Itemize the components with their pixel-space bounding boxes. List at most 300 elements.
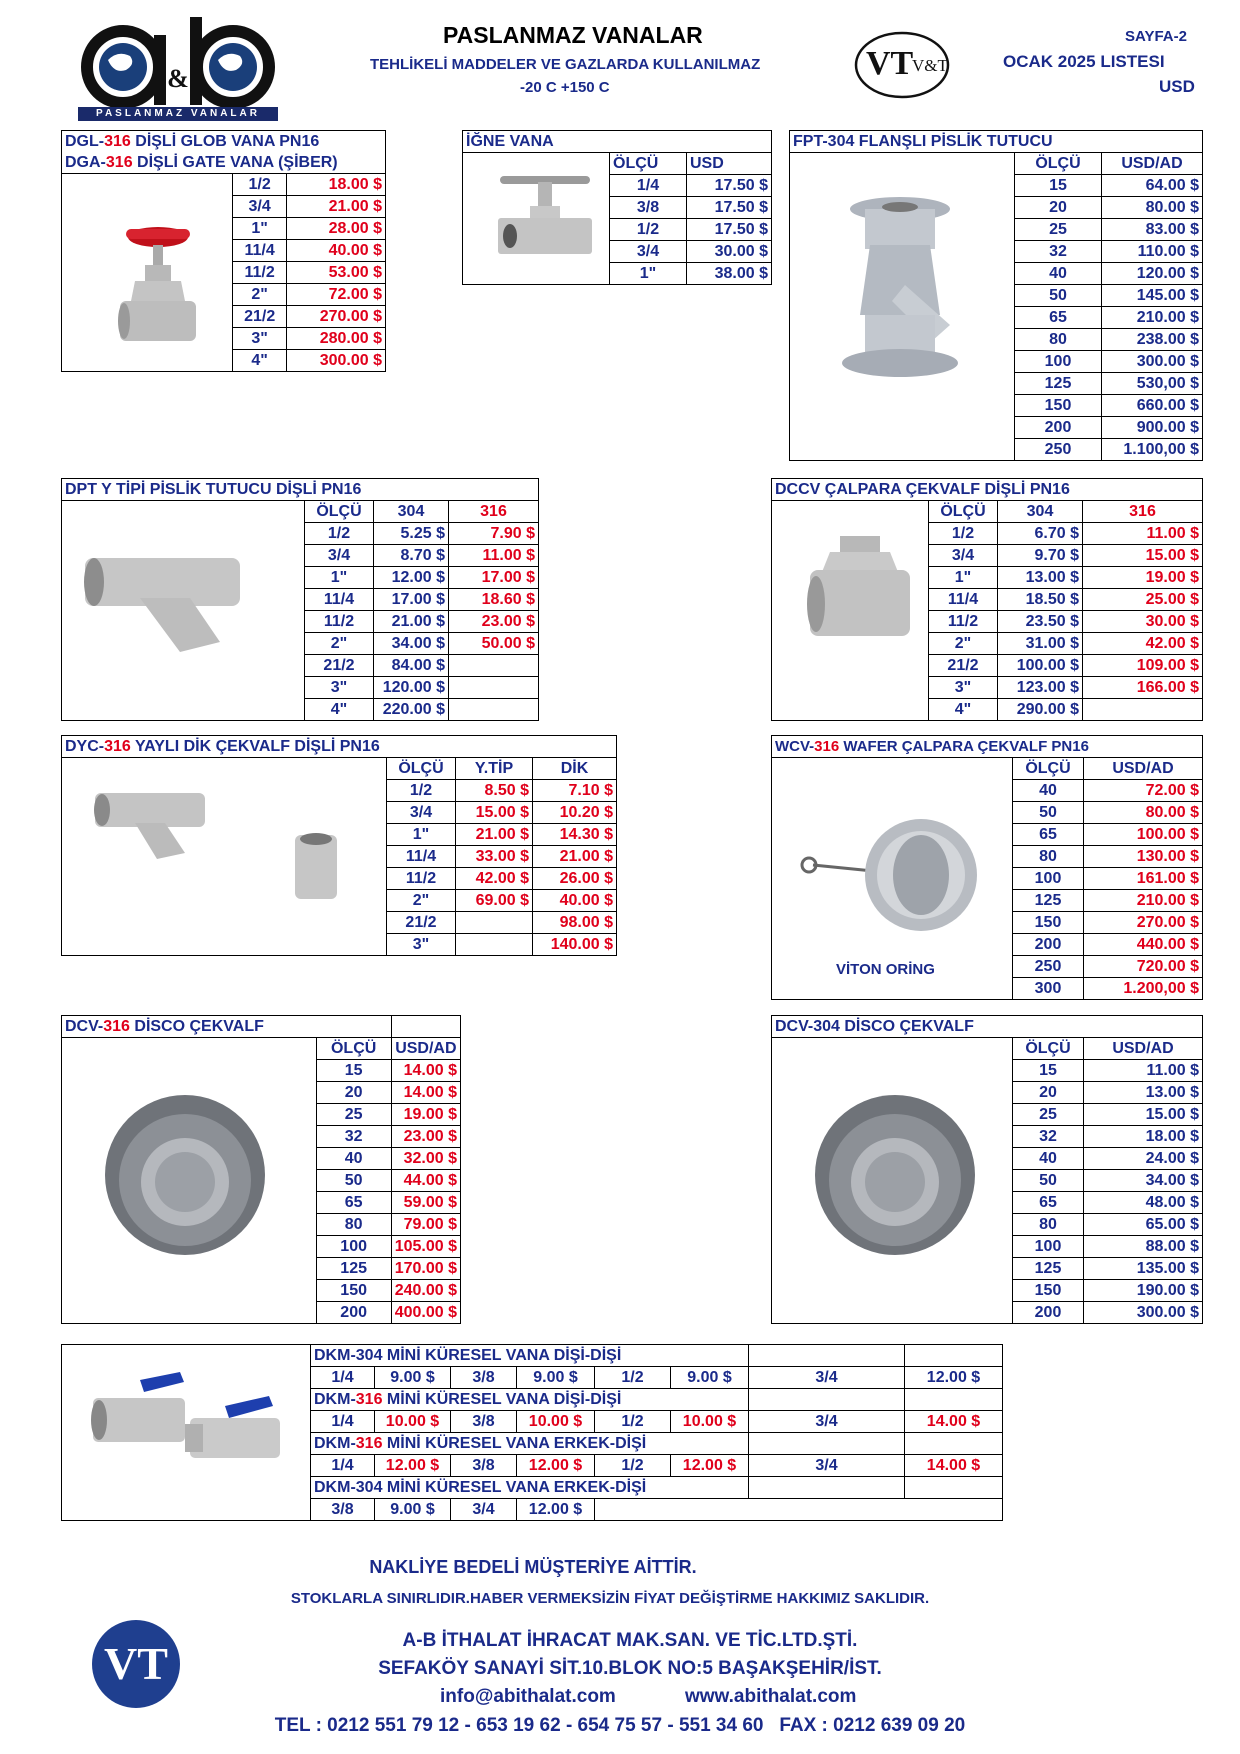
dccv-size-cell: 11/4 xyxy=(929,589,998,611)
fpt-price-cell: 300.00 $ xyxy=(1102,351,1203,373)
wcv-price-cell: 130.00 $ xyxy=(1084,846,1203,868)
igne-size-cell: 1" xyxy=(610,263,687,285)
dkm-title-prefix: DKM- xyxy=(314,1435,356,1452)
dccv-price-b-cell: 25.00 $ xyxy=(1083,589,1203,611)
list-date: OCAK 2025 LISTESI xyxy=(1003,52,1165,71)
dccv-price-b-cell: 19.00 $ xyxy=(1083,567,1203,589)
igne-col-size: ÖLÇÜ xyxy=(610,153,687,175)
dkm-empty-cell xyxy=(749,1345,905,1367)
dpt-title: DPT Y TİPİ PİSLİK TUTUCU DİŞLİ PN16 xyxy=(62,479,539,501)
dcv316-title: DCV-316 DİSCO ÇEKVALF xyxy=(62,1016,392,1038)
dcv304-price-cell: 88.00 $ xyxy=(1084,1236,1203,1258)
wcv-price-cell: 210.00 $ xyxy=(1084,890,1203,912)
dyc-price-b-cell: 98.00 $ xyxy=(533,912,617,934)
dkm-size-cell: 1/2 xyxy=(595,1455,671,1477)
dyc-price-b-cell: 40.00 $ xyxy=(533,890,617,912)
page-title: PASLANMAZ VANALAR xyxy=(443,22,703,48)
dcv316-price-cell: 59.00 $ xyxy=(391,1192,460,1214)
dpt-price-a-cell: 17.00 $ xyxy=(374,589,449,611)
dcv316-size-cell: 125 xyxy=(316,1258,391,1280)
wcv-size-cell: 200 xyxy=(1013,934,1084,956)
dgl-price-cell: 18.00 $ xyxy=(287,174,386,196)
wcv-size-cell: 300 xyxy=(1013,978,1084,1000)
dpt-price-b-cell: 50.00 $ xyxy=(449,633,539,655)
fpt-size-cell: 200 xyxy=(1015,417,1102,439)
wcv-price-cell: 1.200,00 $ xyxy=(1084,978,1203,1000)
dcv304-price-cell: 24.00 $ xyxy=(1084,1148,1203,1170)
dcv316-price-cell: 44.00 $ xyxy=(391,1170,460,1192)
dcv316-price-cell: 32.00 $ xyxy=(391,1148,460,1170)
wcv-price-cell: 72.00 $ xyxy=(1084,780,1203,802)
dcv304-size-cell: 40 xyxy=(1013,1148,1084,1170)
fpt-price-cell: 900.00 $ xyxy=(1102,417,1203,439)
dcv304-price-cell: 18.00 $ xyxy=(1084,1126,1203,1148)
dkm-title-grade: 316 xyxy=(355,1391,383,1408)
dkm-price-cell: 10.00 $ xyxy=(375,1411,451,1433)
dcv304-price-cell: 300.00 $ xyxy=(1084,1302,1203,1324)
dpt-price-b-cell xyxy=(449,655,539,677)
dkm-empty-cell xyxy=(595,1499,1003,1521)
mini-ball-valve-image xyxy=(85,1368,285,1478)
fpt-price-cell: 210.00 $ xyxy=(1102,307,1203,329)
wcv-col-price: USD/AD xyxy=(1084,758,1203,780)
dkm-title-suffix: MİNİ KÜRESEL VANA ERKEK-DİŞİ xyxy=(382,1435,647,1452)
spring-check-valve-image xyxy=(90,785,350,905)
dcv304-size-cell: 200 xyxy=(1013,1302,1084,1324)
dyc-price-a-cell: 21.00 $ xyxy=(456,824,533,846)
dga-title: DGA-316 DİŞLİ GATE VANA (ŞİBER) xyxy=(62,152,386,174)
dpt-size-cell: 11/2 xyxy=(305,611,374,633)
fpt-price-cell: 110.00 $ xyxy=(1102,241,1203,263)
viton-oring-note: VİTON ORİNG xyxy=(836,961,935,978)
fpt-size-cell: 125 xyxy=(1015,373,1102,395)
dcv304-col-size: ÖLÇÜ xyxy=(1013,1038,1084,1060)
dccv-size-cell: 1/2 xyxy=(929,523,998,545)
wcv-size-cell: 40 xyxy=(1013,780,1084,802)
dpt-price-a-cell: 5.25 $ xyxy=(374,523,449,545)
fpt-price-cell: 80.00 $ xyxy=(1102,197,1203,219)
wcv-size-cell: 250 xyxy=(1013,956,1084,978)
dccv-price-a-cell: 123.00 $ xyxy=(998,677,1083,699)
dpt-col-304: 304 xyxy=(374,501,449,523)
fpt-size-cell: 65 xyxy=(1015,307,1102,329)
dcv316-row xyxy=(62,1060,461,1082)
dyc-price-a-cell: 42.00 $ xyxy=(456,868,533,890)
igne-size-cell: 1/4 xyxy=(610,175,687,197)
dkm-price-cell: 9.00 $ xyxy=(517,1367,595,1389)
dyc-title: DYC-316 YAYLI DİK ÇEKVALF DİŞLİ PN16 xyxy=(62,736,617,758)
dpt-col-size: ÖLÇÜ xyxy=(305,501,374,523)
dyc-price-b-cell: 140.00 $ xyxy=(533,934,617,956)
dgl-size-cell: 1/2 xyxy=(233,174,287,196)
dkm-price-cell: 14.00 $ xyxy=(905,1411,1003,1433)
wcv-price-cell: 440.00 $ xyxy=(1084,934,1203,956)
dccv-size-cell: 1" xyxy=(929,567,998,589)
igne-price-cell: 38.00 $ xyxy=(687,263,772,285)
dgl-size-cell: 3" xyxy=(233,328,287,350)
vt-logo-small: V&T xyxy=(912,56,948,75)
igne-size-cell: 3/4 xyxy=(610,241,687,263)
dccv-size-cell: 3" xyxy=(929,677,998,699)
wcv-price-cell: 100.00 $ xyxy=(1084,824,1203,846)
dkm-size-cell: 3/8 xyxy=(451,1367,517,1389)
dcv304-price-cell: 11.00 $ xyxy=(1084,1060,1203,1082)
dgl-size-cell: 3/4 xyxy=(233,196,287,218)
fpt-price-cell: 64.00 $ xyxy=(1102,175,1203,197)
dccv-col-304: 304 xyxy=(998,501,1083,523)
gate-valve-image xyxy=(110,205,210,355)
dpt-size-cell: 1" xyxy=(305,567,374,589)
fpt-row xyxy=(790,175,1203,197)
dpt-size-cell: 1/2 xyxy=(305,523,374,545)
dgl-size-cell: 11/2 xyxy=(233,262,287,284)
wcv-size-cell: 50 xyxy=(1013,802,1084,824)
dyc-price-b-cell: 7.10 $ xyxy=(533,780,617,802)
company-name: A-B İTHALAT İHRACAT MAK.SAN. VE TİC.LTD.ŞTİ. xyxy=(402,1630,858,1651)
dkm-title-suffix: MİNİ KÜRESEL VANA DİŞİ-DİŞİ xyxy=(382,1391,622,1408)
dccv-size-cell: 21/2 xyxy=(929,655,998,677)
igne-col-price: USD xyxy=(687,153,772,175)
igne-price-cell: 17.50 $ xyxy=(687,219,772,241)
footer-vt-logo-text: VT xyxy=(104,1638,168,1689)
wcv-row xyxy=(772,780,1203,802)
currency-label: USD xyxy=(1159,77,1195,96)
dcv316-price-cell: 240.00 $ xyxy=(391,1280,460,1302)
needle-valve-image xyxy=(490,168,600,258)
dccv-price-a-cell: 18.50 $ xyxy=(998,589,1083,611)
dkm-price-cell: 14.00 $ xyxy=(905,1455,1003,1477)
dgl-price-cell: 280.00 $ xyxy=(287,328,386,350)
dcv316-price-cell: 170.00 $ xyxy=(391,1258,460,1280)
logo-ampersand: & xyxy=(167,64,189,93)
dcv304-size-cell: 100 xyxy=(1013,1236,1084,1258)
dgl-size-cell: 1" xyxy=(233,218,287,240)
fpt-size-cell: 150 xyxy=(1015,395,1102,417)
dyc-size-cell: 2" xyxy=(387,890,456,912)
dkm-price-cell: 12.00 $ xyxy=(905,1367,1003,1389)
swing-check-valve-image xyxy=(800,530,920,645)
dpt-price-a-cell: 220.00 $ xyxy=(374,699,449,721)
dgl-title: DGL-316 DİŞLİ GLOB VANA PN16 xyxy=(62,131,386,153)
dyc-price-a-cell: 33.00 $ xyxy=(456,846,533,868)
dyc-col-ytip: Y.TİP xyxy=(456,758,533,780)
wcv-price-cell: 270.00 $ xyxy=(1084,912,1203,934)
dkm-size-cell: 1/4 xyxy=(311,1455,375,1477)
dkm-title-cell xyxy=(311,1433,749,1455)
dyc-size-cell: 3/4 xyxy=(387,802,456,824)
dccv-price-b-cell: 15.00 $ xyxy=(1083,545,1203,567)
dkm-size-cell: 1/2 xyxy=(595,1367,671,1389)
dkm-price-cell: 12.00 $ xyxy=(671,1455,749,1477)
dgl-price-cell: 270.00 $ xyxy=(287,306,386,328)
dcv316-size-cell: 25 xyxy=(316,1104,391,1126)
fpt-title: FPT-304 FLANŞLI PİSLİK TUTUCU xyxy=(790,131,1203,153)
page-subtitle: TEHLİKELİ MADDELER VE GAZLARDA KULLANILMAZ xyxy=(370,56,761,73)
wcv-size-cell: 65 xyxy=(1013,824,1084,846)
dcv316-size-cell: 32 xyxy=(316,1126,391,1148)
dcv304-price-cell: 15.00 $ xyxy=(1084,1104,1203,1126)
dkm-size-cell: 3/8 xyxy=(311,1499,375,1521)
wcv-price-cell: 720.00 $ xyxy=(1084,956,1203,978)
dcv316-size-cell: 20 xyxy=(316,1082,391,1104)
wcv-price-cell: 80.00 $ xyxy=(1084,802,1203,824)
dccv-price-b-cell xyxy=(1083,699,1203,721)
company-address: SEFAKÖY SANAYİ SİT.10.BLOK NO:5 BAŞAKŞEHİR/İST. xyxy=(378,1658,882,1679)
dkm-size-cell: 3/4 xyxy=(749,1367,905,1389)
dpt-price-b-cell: 17.00 $ xyxy=(449,567,539,589)
dyc-size-cell: 11/4 xyxy=(387,846,456,868)
disco-check-valve-316-image xyxy=(100,1090,270,1260)
dkm-size-cell: 1/2 xyxy=(595,1411,671,1433)
dcv316-size-cell: 80 xyxy=(316,1214,391,1236)
wafer-check-valve-image xyxy=(793,815,993,935)
dkm-empty-cell xyxy=(905,1477,1003,1499)
dyc-price-b-cell: 26.00 $ xyxy=(533,868,617,890)
dcv304-size-cell: 20 xyxy=(1013,1082,1084,1104)
fpt-size-cell: 20 xyxy=(1015,197,1102,219)
dkm-title-cell xyxy=(311,1389,749,1411)
dcv304-size-cell: 80 xyxy=(1013,1214,1084,1236)
dcv316-size-cell: 150 xyxy=(316,1280,391,1302)
fpt-price-cell: 1.100,00 $ xyxy=(1102,439,1203,461)
wcv-title: WCV-316 WAFER ÇALPARA ÇEKVALF PN16 xyxy=(772,736,1203,758)
dkm-price-cell: 9.00 $ xyxy=(375,1367,451,1389)
dgl-price-cell: 28.00 $ xyxy=(287,218,386,240)
fpt-price-cell: 83.00 $ xyxy=(1102,219,1203,241)
dcv316-price-cell: 23.00 $ xyxy=(391,1126,460,1148)
dpt-price-b-cell: 11.00 $ xyxy=(449,545,539,567)
disco-check-valve-304-image xyxy=(810,1090,980,1260)
wcv-price-cell: 161.00 $ xyxy=(1084,868,1203,890)
stock-note: STOKLARLA SINIRLIDIR.HABER VERMEKSİZİN FİYAT DEĞİŞTİRME HAKKIMIZ SAKLIDIR. xyxy=(290,1590,930,1607)
dcv304-size-cell: 15 xyxy=(1013,1060,1084,1082)
dccv-size-cell: 11/2 xyxy=(929,611,998,633)
dpt-price-a-cell: 8.70 $ xyxy=(374,545,449,567)
fpt-size-cell: 100 xyxy=(1015,351,1102,373)
company-phone: TEL : 0212 551 79 12 - 653 19 62 - 654 75 57 - 551 34 60 FAX : 0212 639 09 20 xyxy=(274,1715,966,1736)
dgl-size-cell: 4" xyxy=(233,350,287,372)
dccv-price-a-cell: 100.00 $ xyxy=(998,655,1083,677)
dccv-col-316: 316 xyxy=(1083,501,1203,523)
dcv316-size-cell: 50 xyxy=(316,1170,391,1192)
company-website[interactable]: www.abithalat.com xyxy=(685,1686,857,1707)
dccv-size-cell: 3/4 xyxy=(929,545,998,567)
dkm-price-cell: 10.00 $ xyxy=(671,1411,749,1433)
dcv304-price-cell: 190.00 $ xyxy=(1084,1280,1203,1302)
fpt-size-cell: 15 xyxy=(1015,175,1102,197)
dgl-price-cell: 40.00 $ xyxy=(287,240,386,262)
dcv304-price-cell: 48.00 $ xyxy=(1084,1192,1203,1214)
fpt-size-cell: 80 xyxy=(1015,329,1102,351)
dcv304-price-cell: 65.00 $ xyxy=(1084,1214,1203,1236)
dpt-size-cell: 4" xyxy=(305,699,374,721)
fpt-price-cell: 660.00 $ xyxy=(1102,395,1203,417)
dccv-price-b-cell: 30.00 $ xyxy=(1083,611,1203,633)
dyc-price-a-cell xyxy=(456,934,533,956)
igne-price-cell: 17.50 $ xyxy=(687,175,772,197)
dgl-size-cell: 11/4 xyxy=(233,240,287,262)
dccv-price-b-cell: 166.00 $ xyxy=(1083,677,1203,699)
dkm-size-cell: 3/4 xyxy=(749,1455,905,1477)
dpt-size-cell: 2" xyxy=(305,633,374,655)
dkm-size-cell: 3/4 xyxy=(749,1411,905,1433)
dkm-price-cell: 12.00 $ xyxy=(517,1455,595,1477)
dgl-size-cell: 2" xyxy=(233,284,287,306)
dkm-empty-cell xyxy=(905,1389,1003,1411)
dccv-price-b-cell: 42.00 $ xyxy=(1083,633,1203,655)
wcv-size-cell: 100 xyxy=(1013,868,1084,890)
dccv-price-a-cell: 13.00 $ xyxy=(998,567,1083,589)
wcv-size-cell: 150 xyxy=(1013,912,1084,934)
dyc-price-b-cell: 10.20 $ xyxy=(533,802,617,824)
dpt-price-b-cell: 23.00 $ xyxy=(449,611,539,633)
dkm-empty-cell xyxy=(749,1477,905,1499)
logo-caption: PASLANMAZ VANALAR xyxy=(96,108,260,119)
dkm-title-prefix: DKM- xyxy=(314,1391,356,1408)
dkm-size-cell: 3/8 xyxy=(451,1411,517,1433)
dkm-price-cell: 12.00 $ xyxy=(375,1455,451,1477)
dkm-title-cell: DKM-304 MİNİ KÜRESEL VANA ERKEK-DİŞİ xyxy=(311,1477,749,1499)
dgl-size-cell: 21/2 xyxy=(233,306,287,328)
dkm-price-cell: 9.00 $ xyxy=(671,1367,749,1389)
dpt-price-a-cell: 84.00 $ xyxy=(374,655,449,677)
dcv316-size-cell: 100 xyxy=(316,1236,391,1258)
dcv304-size-cell: 125 xyxy=(1013,1258,1084,1280)
dcv316-price-cell: 400.00 $ xyxy=(391,1302,460,1324)
temperature-range: -20 C +150 C xyxy=(520,79,610,96)
dyc-price-b-cell: 14.30 $ xyxy=(533,824,617,846)
dcv316-col-price: USD/AD xyxy=(391,1038,460,1060)
company-logo-ab xyxy=(78,15,278,123)
dcv304-title: DCV-304 DİSCO ÇEKVALF xyxy=(772,1016,1203,1038)
igne-price-cell: 30.00 $ xyxy=(687,241,772,263)
fpt-size-cell: 250 xyxy=(1015,439,1102,461)
dcv304-size-cell: 50 xyxy=(1013,1170,1084,1192)
dgl-row xyxy=(62,174,386,196)
dccv-size-cell: 4" xyxy=(929,699,998,721)
dpt-size-cell: 3" xyxy=(305,677,374,699)
page-number: SAYFA-2 xyxy=(1125,28,1187,45)
dgl-price-cell: 21.00 $ xyxy=(287,196,386,218)
dpt-row xyxy=(62,523,539,545)
dcv316-size-cell: 40 xyxy=(316,1148,391,1170)
fpt-size-cell: 40 xyxy=(1015,263,1102,285)
dkm-empty-cell xyxy=(749,1389,905,1411)
dcv304-price-cell: 34.00 $ xyxy=(1084,1170,1203,1192)
dkm-empty-cell xyxy=(905,1433,1003,1455)
dpt-price-b-cell: 18.60 $ xyxy=(449,589,539,611)
dccv-title: DCCV ÇALPARA ÇEKVALF DİŞLİ PN16 xyxy=(772,479,1203,501)
dcv304-row xyxy=(772,1060,1203,1082)
dpt-price-a-cell: 21.00 $ xyxy=(374,611,449,633)
dkm-empty-cell xyxy=(749,1433,905,1455)
dpt-price-a-cell: 120.00 $ xyxy=(374,677,449,699)
dpt-size-cell: 11/4 xyxy=(305,589,374,611)
dcv316-price-cell: 14.00 $ xyxy=(391,1082,460,1104)
igne-price-cell: 17.50 $ xyxy=(687,197,772,219)
wcv-col-size: ÖLÇÜ xyxy=(1013,758,1084,780)
dkm-size-cell: 3/4 xyxy=(451,1499,517,1521)
dccv-price-a-cell: 290.00 $ xyxy=(998,699,1083,721)
dcv304-col-price: USD/AD xyxy=(1084,1038,1203,1060)
dpt-price-b-cell xyxy=(449,699,539,721)
fpt-price-cell: 530,00 $ xyxy=(1102,373,1203,395)
dyc-price-a-cell: 15.00 $ xyxy=(456,802,533,824)
dyc-col-dik: DİK xyxy=(533,758,617,780)
shipping-note: NAKLİYE BEDELİ MÜŞTERİYE AİTTİR. xyxy=(369,1557,697,1577)
dccv-col-size: ÖLÇÜ xyxy=(929,501,998,523)
dkm-empty-cell xyxy=(905,1345,1003,1367)
dyc-price-a-cell xyxy=(456,912,533,934)
fpt-price-cell: 145.00 $ xyxy=(1102,285,1203,307)
dcv316-col-size: ÖLÇÜ xyxy=(316,1038,391,1060)
dyc-price-a-cell: 69.00 $ xyxy=(456,890,533,912)
dyc-size-cell: 3" xyxy=(387,934,456,956)
dyc-price-b-cell: 21.00 $ xyxy=(533,846,617,868)
fpt-size-cell: 50 xyxy=(1015,285,1102,307)
dpt-price-a-cell: 34.00 $ xyxy=(374,633,449,655)
dkm-price-cell: 10.00 $ xyxy=(517,1411,595,1433)
dcv316-price-cell: 14.00 $ xyxy=(391,1060,460,1082)
dgl-price-cell: 53.00 $ xyxy=(287,262,386,284)
dpt-price-a-cell: 12.00 $ xyxy=(374,567,449,589)
dcv316-size-cell: 65 xyxy=(316,1192,391,1214)
dcv304-size-cell: 32 xyxy=(1013,1126,1084,1148)
dkm-size-cell: 1/4 xyxy=(311,1367,375,1389)
dkm-price-cell: 12.00 $ xyxy=(517,1499,595,1521)
dyc-price-a-cell: 8.50 $ xyxy=(456,780,533,802)
dkm-price-cell: 9.00 $ xyxy=(375,1499,451,1521)
dccv-price-a-cell: 23.50 $ xyxy=(998,611,1083,633)
fpt-col-size: ÖLÇÜ xyxy=(1015,153,1102,175)
dyc-size-cell: 21/2 xyxy=(387,912,456,934)
vt-logo-main: VT xyxy=(866,45,914,82)
dpt-size-cell: 21/2 xyxy=(305,655,374,677)
dkm-size-cell: 1/4 xyxy=(311,1411,375,1433)
dgl-price-cell: 72.00 $ xyxy=(287,284,386,306)
dcv304-size-cell: 150 xyxy=(1013,1280,1084,1302)
dyc-size-cell: 1/2 xyxy=(387,780,456,802)
y-strainer-image xyxy=(80,548,245,658)
dpt-col-316: 316 xyxy=(449,501,539,523)
dcv316-size-cell: 15 xyxy=(316,1060,391,1082)
fpt-size-cell: 32 xyxy=(1015,241,1102,263)
dyc-col-size: ÖLÇÜ xyxy=(387,758,456,780)
dccv-size-cell: 2" xyxy=(929,633,998,655)
company-email[interactable]: info@abithalat.com xyxy=(440,1686,616,1707)
dcv304-size-cell: 25 xyxy=(1013,1104,1084,1126)
dpt-price-b-cell xyxy=(449,677,539,699)
fpt-col-price: USD/AD xyxy=(1102,153,1203,175)
dcv304-price-cell: 135.00 $ xyxy=(1084,1258,1203,1280)
fpt-size-cell: 25 xyxy=(1015,219,1102,241)
dcv316-price-cell: 79.00 $ xyxy=(391,1214,460,1236)
dccv-price-a-cell: 9.70 $ xyxy=(998,545,1083,567)
dpt-price-b-cell: 7.90 $ xyxy=(449,523,539,545)
dkm-size-cell: 3/8 xyxy=(451,1455,517,1477)
dccv-price-a-cell: 6.70 $ xyxy=(998,523,1083,545)
dccv-price-b-cell: 11.00 $ xyxy=(1083,523,1203,545)
vt-logo xyxy=(852,30,952,100)
dcv304-size-cell: 65 xyxy=(1013,1192,1084,1214)
dgl-price-cell: 300.00 $ xyxy=(287,350,386,372)
dccv-price-a-cell: 31.00 $ xyxy=(998,633,1083,655)
dcv316-price-cell: 105.00 $ xyxy=(391,1236,460,1258)
fpt-price-cell: 238.00 $ xyxy=(1102,329,1203,351)
wcv-size-cell: 125 xyxy=(1013,890,1084,912)
fpt-price-cell: 120.00 $ xyxy=(1102,263,1203,285)
dccv-price-b-cell: 109.00 $ xyxy=(1083,655,1203,677)
